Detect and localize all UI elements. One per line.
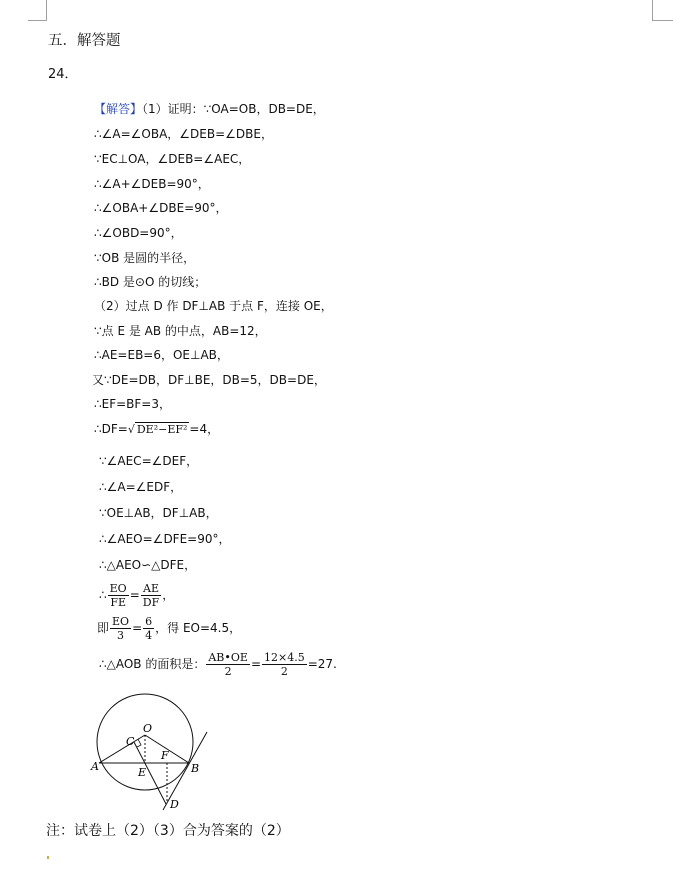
fraction-denominator: DF [142,596,160,609]
solution-line-7: ∵OB 是圆的半径， [94,251,196,265]
line-text: （1）证明：∵OA=OB，DB=DE， [142,102,325,116]
label-b: B [191,762,200,775]
solution-line-5: ∴∠OBA+∠DBE=90°， [94,201,228,215]
fraction [262,651,307,678]
fraction [108,582,129,609]
solution-line-15: ∵∠AEC=∠DEF， [99,454,199,468]
solution-line-3: ∵EC⊥OA，∠DEB=∠AEC， [94,152,251,166]
geometry-figure [88,690,218,812]
square-root-expression: √ DE²−EF² [127,423,188,436]
fraction [110,615,131,642]
fraction-denominator: 2 [280,665,288,678]
equals-sign: = [132,621,143,635]
section-title: 五．解答题 [48,33,121,49]
line-text: =4， [189,422,220,436]
solution-line-21 [97,613,241,643]
fraction-denominator: 3 [117,629,125,642]
fraction [141,582,161,609]
line-text: ∴ [99,588,107,602]
label-c: C [126,735,135,748]
line-text: ， [162,588,175,602]
solution-line-2: ∴∠A=∠OBA，∠DEB=∠DBE， [94,127,273,141]
question-number: 24． [48,67,78,82]
label-o: O [143,722,153,735]
solution-line-6: ∴∠OBD=90°， [94,226,183,240]
equals-sign: = [129,588,140,602]
solution-line-9: （2）过点 D 作 DF⊥AB 于点 F，连接 OE， [94,299,333,313]
equals-sign: = [250,657,261,671]
line-text: =27. [307,657,337,671]
line-text: 即 [97,621,110,635]
line-text: ∴△AOB 的面积是： [99,657,206,671]
fraction [206,651,250,678]
solution-line-11: ∴AE=EB=6，OE⊥AB， [94,348,229,362]
solution-line-17: ∵OE⊥AB，DF⊥AB， [99,506,218,520]
footnote: 注：试卷上（2）（3）合为答案的（2） [46,823,290,839]
fraction-numerator: EO [109,582,127,595]
solution-line-1 [94,101,325,117]
solution-line-14 [94,421,219,438]
fraction-denominator: 4 [145,629,153,642]
page-corner-mark-right [652,0,673,21]
solution-line-4: ∴∠A+∠DEB=90°， [94,177,210,191]
fraction-numerator: EO [112,615,130,628]
solution-line-13: ∴EF=BF=3， [94,397,171,411]
label-d: D [170,798,179,811]
page-corner-mark-left [28,0,47,21]
fraction-numerator: 6 [145,615,153,628]
solution-line-8: ∴BD 是⊙O 的切线； [94,275,207,289]
fraction-denominator: FE [110,596,126,609]
label-f: F [161,749,169,762]
solution-line-18: ∴∠AEO=∠DFE=90°， [99,532,231,546]
line-text: ∴DF= [94,422,128,436]
stray-mark [47,856,49,859]
label-a: A [91,760,99,773]
solution-line-19: ∴△AEO∽△DFE， [99,558,197,572]
right-angle-mark-c [137,739,141,747]
fraction-numerator: 12×4.5 [264,651,305,664]
solution-tag: 【解答】 [94,102,143,116]
solution-line-16: ∴∠A=∠EDF， [99,480,183,494]
fraction-denominator: 2 [224,665,232,678]
solution-line-20 [99,580,174,610]
fraction [143,615,154,642]
solution-line-10: ∵点 E 是 AB 的中点，AB=12， [94,324,267,338]
solution-line-12: 又∵DE=DB，DF⊥BE，DB=5，DB=DE， [92,373,326,387]
radicand: DE²−EF² [136,423,188,436]
fraction-numerator: AE [141,582,161,596]
line-text: ，得 EO=4.5， [155,621,242,635]
fraction-numerator: AB•OE [208,651,248,664]
label-e: E [138,766,147,779]
solution-line-22 [99,649,337,679]
